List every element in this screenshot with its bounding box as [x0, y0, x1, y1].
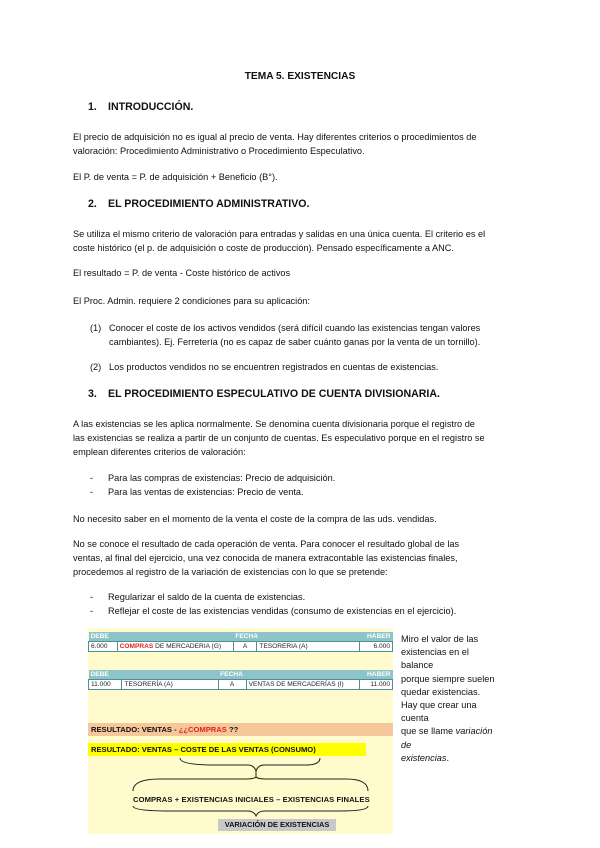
text-line: Miro el valor de las	[401, 634, 479, 644]
section-title: EL PROCEDIMIENTO ADMINISTRATIVO.	[108, 198, 310, 210]
middle-brace	[133, 777, 368, 791]
list-item: - Regularizar el saldo de la cuenta de existencias.	[90, 592, 306, 602]
resultado-coste-box: RESULTADO: VENTAS – COSTE DE LAS VENTAS (CONSUMO)	[88, 743, 366, 756]
text-line: porque siempre suelen	[401, 673, 495, 684]
account-debe: COMPRAS DE MERCADERIA (G)	[117, 642, 233, 652]
header-fecha: FECHA	[233, 632, 359, 642]
text-line: existencias en el balance	[401, 647, 469, 671]
side-note-cuenta	[401, 699, 501, 765]
text-line: quedar existencias.	[401, 686, 481, 697]
paragraph-condiciones: El Proc. Admin. requiere 2 condiciones para su aplicación:	[73, 296, 310, 306]
a-marker: A	[218, 680, 246, 690]
account-haber: VENTAS DE MERCADERÍAS (I)	[246, 680, 359, 690]
list-item: - Reflejar el coste de las existencias vendidas (consumo de existencias en el ejercicio).	[90, 606, 457, 617]
text-line: ventas, al final del ejercicio, una vez conocida de manera extracontable las existencias finales,	[73, 553, 458, 564]
amount-haber: 11.000	[359, 680, 393, 690]
header-debe: DEBE	[89, 670, 122, 680]
section-title: EL PROCEDIMIENTO ESPECULATIVO DE CUENTA DIVISIONARIA.	[108, 388, 440, 400]
text-line: emplean diferentes criterios de valoración:	[73, 447, 246, 458]
paragraph-precio-venta: El P. de venta = P. de adquisición + Beneficio (B°).	[73, 172, 278, 182]
header-debe: DEBE	[89, 632, 118, 642]
condition-number: (2)	[90, 362, 102, 372]
text-line: Se utiliza el mismo criterio de valoración para entradas y salidas en una única cuenta. El criterio es el	[73, 229, 486, 239]
condition-number: (1)	[90, 323, 102, 333]
text-line: cambiantes). Ej. Ferretería (no es capaz de saber cuánto ganas por la venta de un tornillo).	[109, 337, 481, 348]
text-line: que se llame variación de	[401, 726, 493, 750]
text-line: Hay que crear una cuenta	[401, 700, 477, 724]
side-note-balance	[401, 633, 501, 699]
section-number: 2.	[88, 198, 97, 210]
paragraph-no-necesito: No necesito saber en el momento de la venta el coste de la compra de las uds. vendidas.	[73, 514, 437, 524]
text-line: las existencias se realiza a partir de un conjunto de cuentas. Es especulativo porque en el registro se	[73, 433, 485, 444]
text-line: valoración: Procedimiento Administrativo o Procedimiento Especulativo.	[73, 146, 365, 157]
header-haber: HABER	[360, 632, 393, 642]
account-debe: TESORERÍA (A)	[122, 680, 218, 690]
text-line: Los productos vendidos no se encuentren registrados en cuentas de existencias.	[109, 362, 439, 372]
a-marker: A	[233, 642, 256, 652]
paragraph-resultado: El resultado = P. de venta - Coste histórico de activos	[73, 268, 291, 278]
bottom-brace	[133, 806, 368, 816]
text-line: coste histórico (el p. de adquisición o coste de producción). Pensado específicamente a ANC.	[73, 243, 454, 254]
account-haber: TESORERIA (A)	[257, 642, 360, 652]
section-number: 1.	[88, 101, 97, 113]
amount-debe: 6.000	[89, 642, 118, 652]
compras-question: ¿¿COMPRAS	[178, 725, 227, 734]
variacion-existencias-box: VARIACIÓN DE EXISTENCIAS	[218, 819, 336, 831]
page-title: TEMA 5. EXISTENCIAS	[244, 71, 356, 82]
text-line: El precio de adquisición no es igual al precio de venta. Hay diferentes criterios o procedimientos de	[73, 132, 477, 142]
section-number: 3.	[88, 388, 97, 400]
resultado-compras-box: RESULTADO: VENTAS - ¿¿COMPRAS ??	[88, 723, 393, 736]
text-line: No se conoce el resultado de cada operación de venta. Para conocer el resultado global de las	[73, 539, 460, 549]
header-fecha: FECHA	[218, 670, 246, 680]
text-line: A las existencias se les aplica normalmente. Se denomina cuenta divisionaria porque el registro de	[73, 419, 475, 429]
formula-consumo: COMPRAS + EXISTENCIAS INICIALES – EXISTENCIAS FINALES	[133, 795, 370, 804]
top-brace	[180, 758, 320, 771]
text-line: existencias.	[401, 752, 450, 763]
amount-debe: 11.000	[89, 680, 122, 690]
text-line: Conocer el coste de los activos vendidos (será difícil cuando las existencias tengan valores	[109, 323, 481, 333]
header-haber: HABER	[359, 670, 393, 680]
list-item: - Para las compras de existencias: Precio de adquisición.	[90, 473, 336, 483]
text-line: procedemos al registro de la variación de existencias con lo que se pretende:	[73, 567, 388, 578]
section-title: INTRODUCCIÓN.	[108, 101, 194, 113]
list-item: - Para las ventas de existencias: Precio de venta.	[90, 487, 304, 498]
amount-haber: 6.000	[360, 642, 393, 652]
